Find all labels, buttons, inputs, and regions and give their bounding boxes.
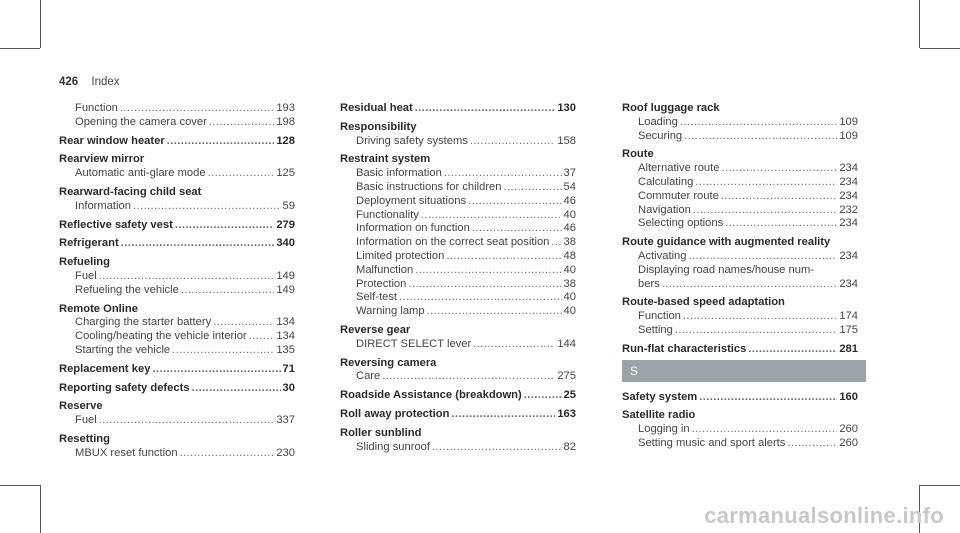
dot-leader [408,278,561,292]
crop-mark [40,0,41,48]
dot-leader [120,102,274,116]
entry-text: Fuel [75,269,97,282]
page-reference[interactable]: 234 [839,217,858,230]
dot-leader [415,264,561,278]
index-subentry[interactable] [340,135,576,149]
entry-text: Functionality [356,208,419,221]
index-subentry[interactable] [340,250,576,264]
entry-text: Roadside Assistance (breakdown) [340,389,522,402]
entry-text: Residual heat [340,102,413,114]
page-reference[interactable]: 144 [557,337,576,350]
page-reference[interactable]: 193 [276,102,295,114]
index-subentry[interactable] [340,370,576,384]
entry-text: Basic instructions for children [356,180,502,193]
entry-text: Roller sunblind [340,426,422,439]
entry-text: Reserve [59,400,103,413]
index-entry [340,153,576,167]
index-entry [622,102,858,116]
entry-text: DIRECT SELECT lever [356,337,472,350]
entry-text: Reverse gear [340,323,411,336]
index-entry [340,324,576,338]
crop-mark [920,48,960,49]
page-reference[interactable]: 260 [839,423,858,436]
dot-leader [699,391,837,405]
entry-text: Resetting [59,432,110,445]
index-column-2 [340,102,576,454]
entry-text: Opening the camera cover [75,115,207,128]
entry-text: Fuel [75,414,97,427]
dot-leader [748,343,837,357]
dot-leader [399,291,562,305]
index-subentry[interactable] [622,130,858,144]
page-reference[interactable]: 130 [557,102,576,114]
entry-text: Driving safety systems [356,134,468,147]
page-title: Index [91,76,120,88]
index-entry [622,236,858,250]
index-entry [59,400,295,414]
page-number: 426 [59,76,79,88]
entry-text: Sliding sunroof [356,440,431,453]
index-entry [340,121,576,135]
dot-leader [524,389,562,403]
index-entry [622,148,858,162]
dot-leader [695,176,837,190]
crop-mark [40,485,41,533]
index-subentry[interactable] [340,222,576,236]
index-column-1 [59,102,295,461]
entry-text: Run-flat characteristics [622,342,747,355]
index-entry[interactable] [59,382,295,396]
page-reference[interactable]: 230 [276,446,295,459]
entry-text: Rearview mirror [59,153,145,166]
index-entry[interactable] [340,102,576,116]
entry-text: Charging the starter battery [75,316,212,329]
index-subentry[interactable] [340,441,576,455]
page-reference[interactable]: 40 [563,263,576,276]
dot-leader [787,437,837,451]
entry-text: Route guidance with augmented reality [622,236,831,249]
page-reference[interactable]: 175 [839,323,858,336]
page-reference[interactable]: 135 [276,343,295,356]
page-reference[interactable]: 279 [276,218,295,231]
entry-text: Route-based speed adaptation [622,296,785,309]
dot-leader [421,209,562,223]
entry-text: Refueling [59,256,110,269]
index-subentry[interactable] [340,167,576,181]
dot-leader [99,270,275,284]
page-reference[interactable]: 109 [839,129,858,142]
index-subentry[interactable] [59,167,295,181]
page-reference[interactable]: 158 [557,134,576,147]
entry-text: Function [75,102,118,114]
entry-text: Restraint system [340,153,431,166]
entry-text: Deployment situations [356,194,467,207]
entry-text: MBUX reset function [75,446,178,459]
index-entry[interactable] [59,219,295,233]
dot-leader [692,423,838,437]
dot-leader [683,310,837,324]
entry-text: Care [356,370,381,383]
entry-text: Cooling/heating the vehicle interior [75,330,247,343]
index-subentry[interactable] [59,200,295,214]
page-reference[interactable]: 40 [563,208,576,221]
dot-leader [451,408,555,422]
dot-leader [675,324,837,338]
entry-text: Refrigerant [59,237,119,250]
entry-text: Commuter route [638,189,719,202]
index-subentry[interactable] [622,310,858,324]
page-reference[interactable]: 232 [839,203,858,216]
dot-leader [444,167,562,181]
entry-text: Navigation [638,203,691,216]
entry-text: Information on function [356,222,470,235]
entry-text: Setting music and sport alerts [638,436,786,449]
index-subentry[interactable] [340,181,576,195]
index-subentry[interactable] [622,190,858,204]
index-subentry[interactable] [59,116,295,130]
dot-leader [133,200,281,214]
page-reference[interactable]: 128 [276,134,295,147]
index-subentry[interactable] [340,264,576,278]
page-reference[interactable]: 40 [563,291,576,304]
index-subentry[interactable] [340,338,576,352]
dot-leader [208,167,275,181]
dot-leader [167,135,275,149]
index-entry [340,427,576,441]
dot-leader [175,219,275,233]
entry-text: Replacement key [59,362,151,375]
index-subentry[interactable] [59,270,295,284]
index-subentry[interactable] [59,102,295,116]
page-reference[interactable]: 281 [839,342,858,355]
dot-leader [473,338,555,352]
index-entry [622,409,858,423]
entry-text: Limited protection [356,249,445,262]
entry-text: Basic information [356,167,442,180]
index-subentry[interactable] [622,324,858,338]
page-reference[interactable]: 260 [839,436,858,449]
entry-text: Information [75,199,131,212]
index-entry [622,296,858,310]
entry-text: Remote Online [59,302,138,315]
dot-leader [209,116,274,130]
page-reference[interactable]: 149 [276,283,295,296]
page-reference[interactable]: 30 [282,381,295,394]
index-entry[interactable] [340,389,576,403]
dot-leader [121,237,275,251]
index-subentry[interactable] [340,236,576,250]
index-subentry[interactable] [622,176,858,190]
page-reference[interactable]: 40 [563,305,576,318]
entry-text: Displaying road names/house num- [638,263,814,276]
dot-leader [721,162,837,176]
dot-leader [662,278,838,292]
index-subentry[interactable] [622,437,858,451]
dot-leader [180,447,275,461]
crop-mark [920,485,960,486]
entry-text: Setting [638,323,673,336]
page-reference[interactable]: 46 [563,194,576,207]
index-subentry[interactable] [622,423,858,437]
entry-text: Rearward-facing child seat [59,185,202,198]
dot-leader [446,250,561,264]
dot-leader [99,414,275,428]
entry-text: Activating [638,249,687,262]
entry-text: Logging in [638,423,690,436]
index-entry[interactable] [340,408,576,422]
entry-text: Safety system [622,390,698,403]
entry-text: Calculating [638,175,694,188]
index-entry[interactable] [622,343,858,357]
entry-text: Reversing camera [340,356,437,369]
entry-text: Starting the vehicle [75,343,171,356]
entry-text: Malfunction [356,263,414,276]
entry-text: Loading [638,115,678,128]
dot-leader [382,370,555,384]
page-reference[interactable]: 234 [839,189,858,202]
dot-leader [427,305,562,319]
page-reference[interactable]: 337 [276,414,295,427]
dot-leader [725,217,837,231]
index-subentry[interactable] [340,291,576,305]
dot-leader [152,363,280,377]
page-reference[interactable]: 163 [557,407,576,420]
index-entry [340,357,576,371]
index-entry[interactable] [59,237,295,251]
page-reference[interactable]: 48 [563,249,576,262]
entry-text: Rear window heater [59,134,165,147]
page-header [59,76,120,88]
page-reference[interactable]: 234 [839,162,858,175]
index-subentry[interactable] [622,204,858,218]
index-subentry[interactable] [59,284,295,298]
page-reference[interactable]: 275 [557,370,576,383]
dot-leader [472,222,562,236]
entry-text: Refueling the vehicle [75,283,179,296]
dot-leader [468,195,561,209]
index-entry [59,256,295,270]
dot-leader [721,190,838,204]
page-reference[interactable]: 38 [563,277,576,290]
index-entry [59,153,295,167]
index-subentry[interactable] [340,278,576,292]
dot-leader [551,236,561,250]
page-reference[interactable]: 149 [276,269,295,282]
page-reference[interactable]: 125 [276,167,295,180]
index-entry [59,303,295,317]
page-reference[interactable]: 160 [839,390,858,403]
entry-text: Reporting safety defects [59,381,190,394]
dot-leader [693,204,837,218]
index-subentry[interactable] [622,116,858,130]
page-reference[interactable]: 234 [839,277,858,290]
dot-leader [680,116,838,130]
index-subentry[interactable] [59,414,295,428]
page-reference[interactable]: 25 [563,389,576,402]
dot-leader [470,135,555,149]
index-subentry[interactable] [622,278,858,292]
entry-text: Function [638,310,681,323]
dot-leader [689,250,838,264]
index-subentry[interactable] [622,217,858,231]
page-reference[interactable]: 82 [563,440,576,453]
index-subentry[interactable] [622,250,858,264]
page-reference[interactable]: 46 [563,222,576,235]
watermark: carmanualsonline.info [704,503,944,528]
entry-text: Information on the correct seat position [356,236,550,249]
entry-text: Roof luggage rack [622,102,720,114]
dot-leader [172,344,274,358]
dot-leader [213,316,274,330]
dot-leader [249,330,275,344]
page-reference[interactable]: 109 [839,115,858,128]
index-subentry[interactable] [59,447,295,461]
entry-text: Responsibility [340,120,417,133]
index-subentry[interactable] [59,344,295,358]
entry-text: Route [622,148,654,161]
index-entry[interactable] [59,363,295,377]
page-reference[interactable]: 71 [282,362,295,375]
entry-text: Securing [638,129,683,142]
entry-text: Warning lamp [356,305,425,318]
entry-text: Automatic anti-glare mode [75,167,206,180]
page-reference[interactable]: 198 [276,115,295,128]
page-reference[interactable]: 37 [563,167,576,180]
index-subentry[interactable] [340,209,576,223]
index-column-3 [622,102,858,451]
dot-leader [684,130,837,144]
entry-text: Satellite radio [622,409,696,422]
crop-mark [0,48,40,49]
index-subentry[interactable] [622,162,858,176]
index-subentry [622,264,858,278]
entry-text: Self-test [356,291,398,304]
page-reference[interactable]: 38 [563,236,576,249]
section-letter-header: S [622,360,866,382]
page-reference[interactable]: 54 [563,180,576,193]
dot-leader [432,441,562,455]
crop-mark [0,485,40,486]
entry-text: Roll away protection [340,407,450,420]
index-entry[interactable] [59,135,295,149]
index-subentry[interactable] [340,195,576,209]
index-subentry[interactable] [59,330,295,344]
page-reference[interactable]: 174 [839,310,858,323]
dot-leader [415,102,556,116]
dot-leader [192,382,281,396]
entry-text: Reflective safety vest [59,218,173,231]
index-entry [59,433,295,447]
page-reference[interactable]: 134 [276,330,295,343]
crop-mark [919,0,920,48]
index-entry[interactable] [622,391,858,405]
index-entry [59,186,295,200]
index-subentry[interactable] [340,305,576,319]
entry-text: Protection [356,277,407,290]
dot-leader [181,284,274,298]
page-reference[interactable]: 234 [839,175,858,188]
entry-text: bers [638,277,660,290]
entry-text: Alternative route [638,162,720,175]
page-reference[interactable]: 340 [276,237,295,250]
entry-text: Selecting options [638,217,724,230]
dot-leader [504,181,562,195]
page-reference[interactable]: 59 [282,199,295,212]
page-reference[interactable]: 134 [276,316,295,329]
index-subentry[interactable] [59,316,295,330]
page-reference[interactable]: 234 [839,249,858,262]
